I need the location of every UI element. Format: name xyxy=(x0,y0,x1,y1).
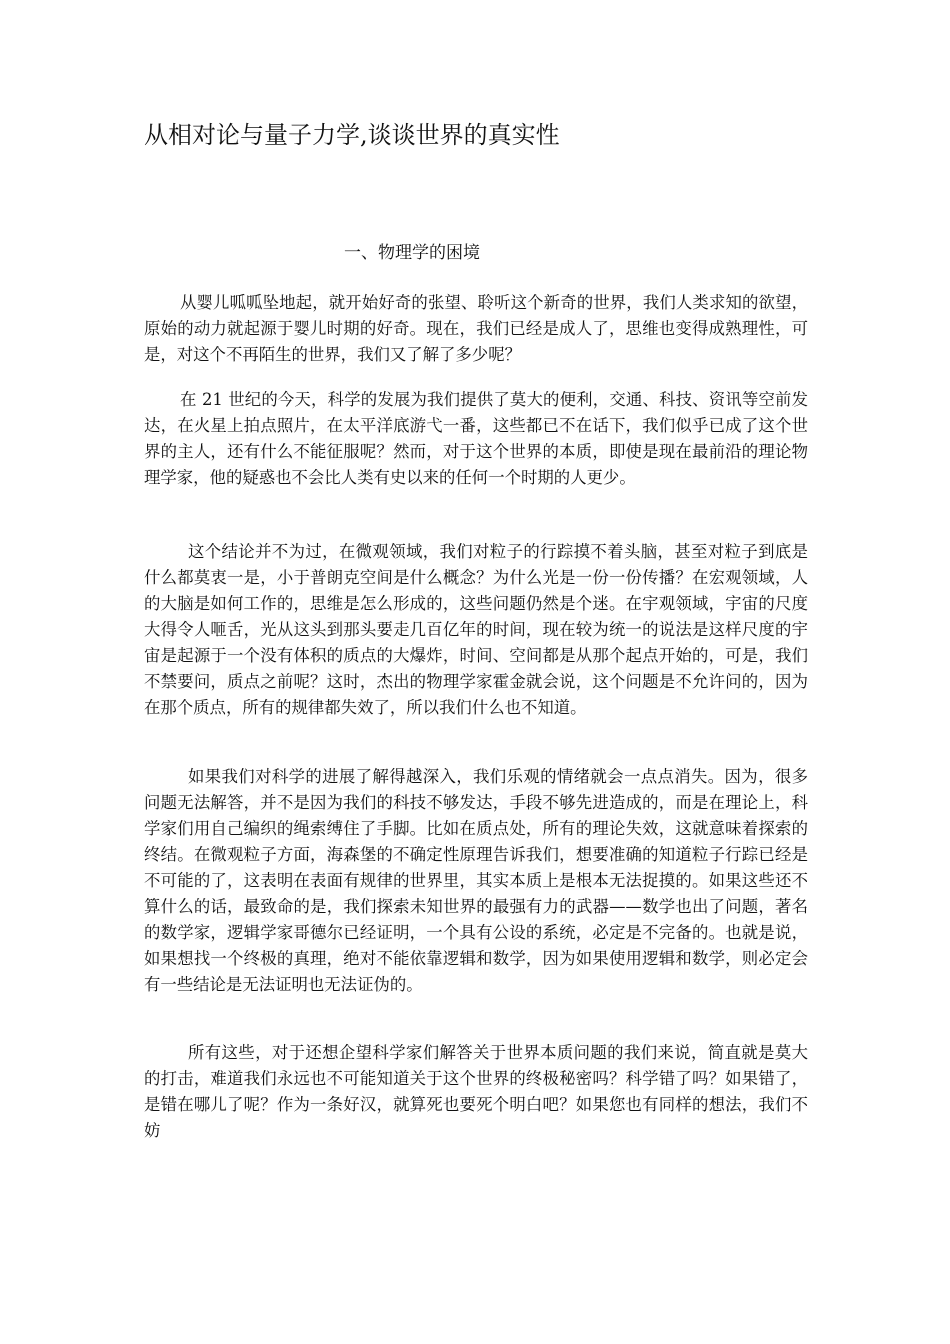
paragraph-1: 从婴儿呱呱坠地起，就开始好奇的张望、聆听这个新奇的世界，我们人类求知的欲望，原始的动力就起源于婴儿时期的好奇。现在，我们已经是成人了，思维也变得成熟理性，可是，对这个不再陌生的世界，我们又了解了多少呢？ xyxy=(144,293,808,364)
document-title: 从相对论与量子力学,谈谈世界的真实性 xyxy=(144,121,560,149)
paragraph-3: 这个结论并不为过，在微观领域，我们对粒子的行踪摸不着头脑，甚至对粒子到底是什么都莫衷一是，小于普朗克空间是什么概念？为什么光是一份一份传播？在宏观领域，人的大脑是如何工作的，思维是怎么形成的，这些问题仍然是个迷。在宇观领域，宇宙的尺度大得令人咂舌，光从这头到那头要走几百亿年的时间，现在较为统一的说法是这样尺度的宇宙是起源于一个没有体积的质点的大爆炸，时间、空间都是从那个起点开始的，可是，我们不禁要问，质点之前呢？这时，杰出的物理学家霍金就会说，这个问题是不允许问的，因为在那个质点，所有的规律都失效了，所以我们什么也不知道。 xyxy=(144,542,808,717)
section-heading: 一、物理学的困境 xyxy=(344,243,480,263)
paragraph-2: 在 21 世纪的今天，科学的发展为我们提供了莫大的便利，交通、科技、资讯等空前发达，在火星上拍点照片，在太平洋底游弋一番，这些都已不在话下，我们似乎已成了这个世界的主人，还有什么不能征服呢？然而，对于这个世界的本质，即使是现在最前沿的理论物理学家，他的疑惑也不会比人类有史以来的任何一个时期的人更少。 xyxy=(144,390,808,487)
paragraph-5: 所有这些，对于还想企望科学家们解答关于世界本质问题的我们来说，简直就是莫大的打击，难道我们永远也不可能知道关于这个世界的终极秘密吗？科学错了吗？如果错了，是错在哪儿了呢？作为一条好汉，就算死也要死个明白吧？如果您也有同样的想法，我们不妨 xyxy=(144,1043,808,1140)
paragraph-4: 如果我们对科学的进展了解得越深入，我们乐观的情绪就会一点点消失。因为，很多问题无法解答，并不是因为我们的科技不够发达，手段不够先进造成的，而是在理论上，科学家们用自己编织的绳索缚住了手脚。比如在质点处，所有的理论失效，这就意味着探索的终结。在微观粒子方面，海森堡的不确定性原理告诉我们，想要准确的知道粒子行踪已经是不可能的了，这表明在表面有规律的世界里，其实本质上是根本无法捉摸的。如果这些还不算什么的话，最致命的是，我们探索未知世界的最强有力的武器——数学也出了问题，著名的数学家，逻辑学家哥德尔已经证明，一个具有公设的系统，必定是不完备的。也就是说，如果想找一个终极的真理，绝对不能依靠逻辑和数学，因为如果使用逻辑和数学，则必定会有一些结论是无法证明也无法证伪的。 xyxy=(144,767,808,994)
